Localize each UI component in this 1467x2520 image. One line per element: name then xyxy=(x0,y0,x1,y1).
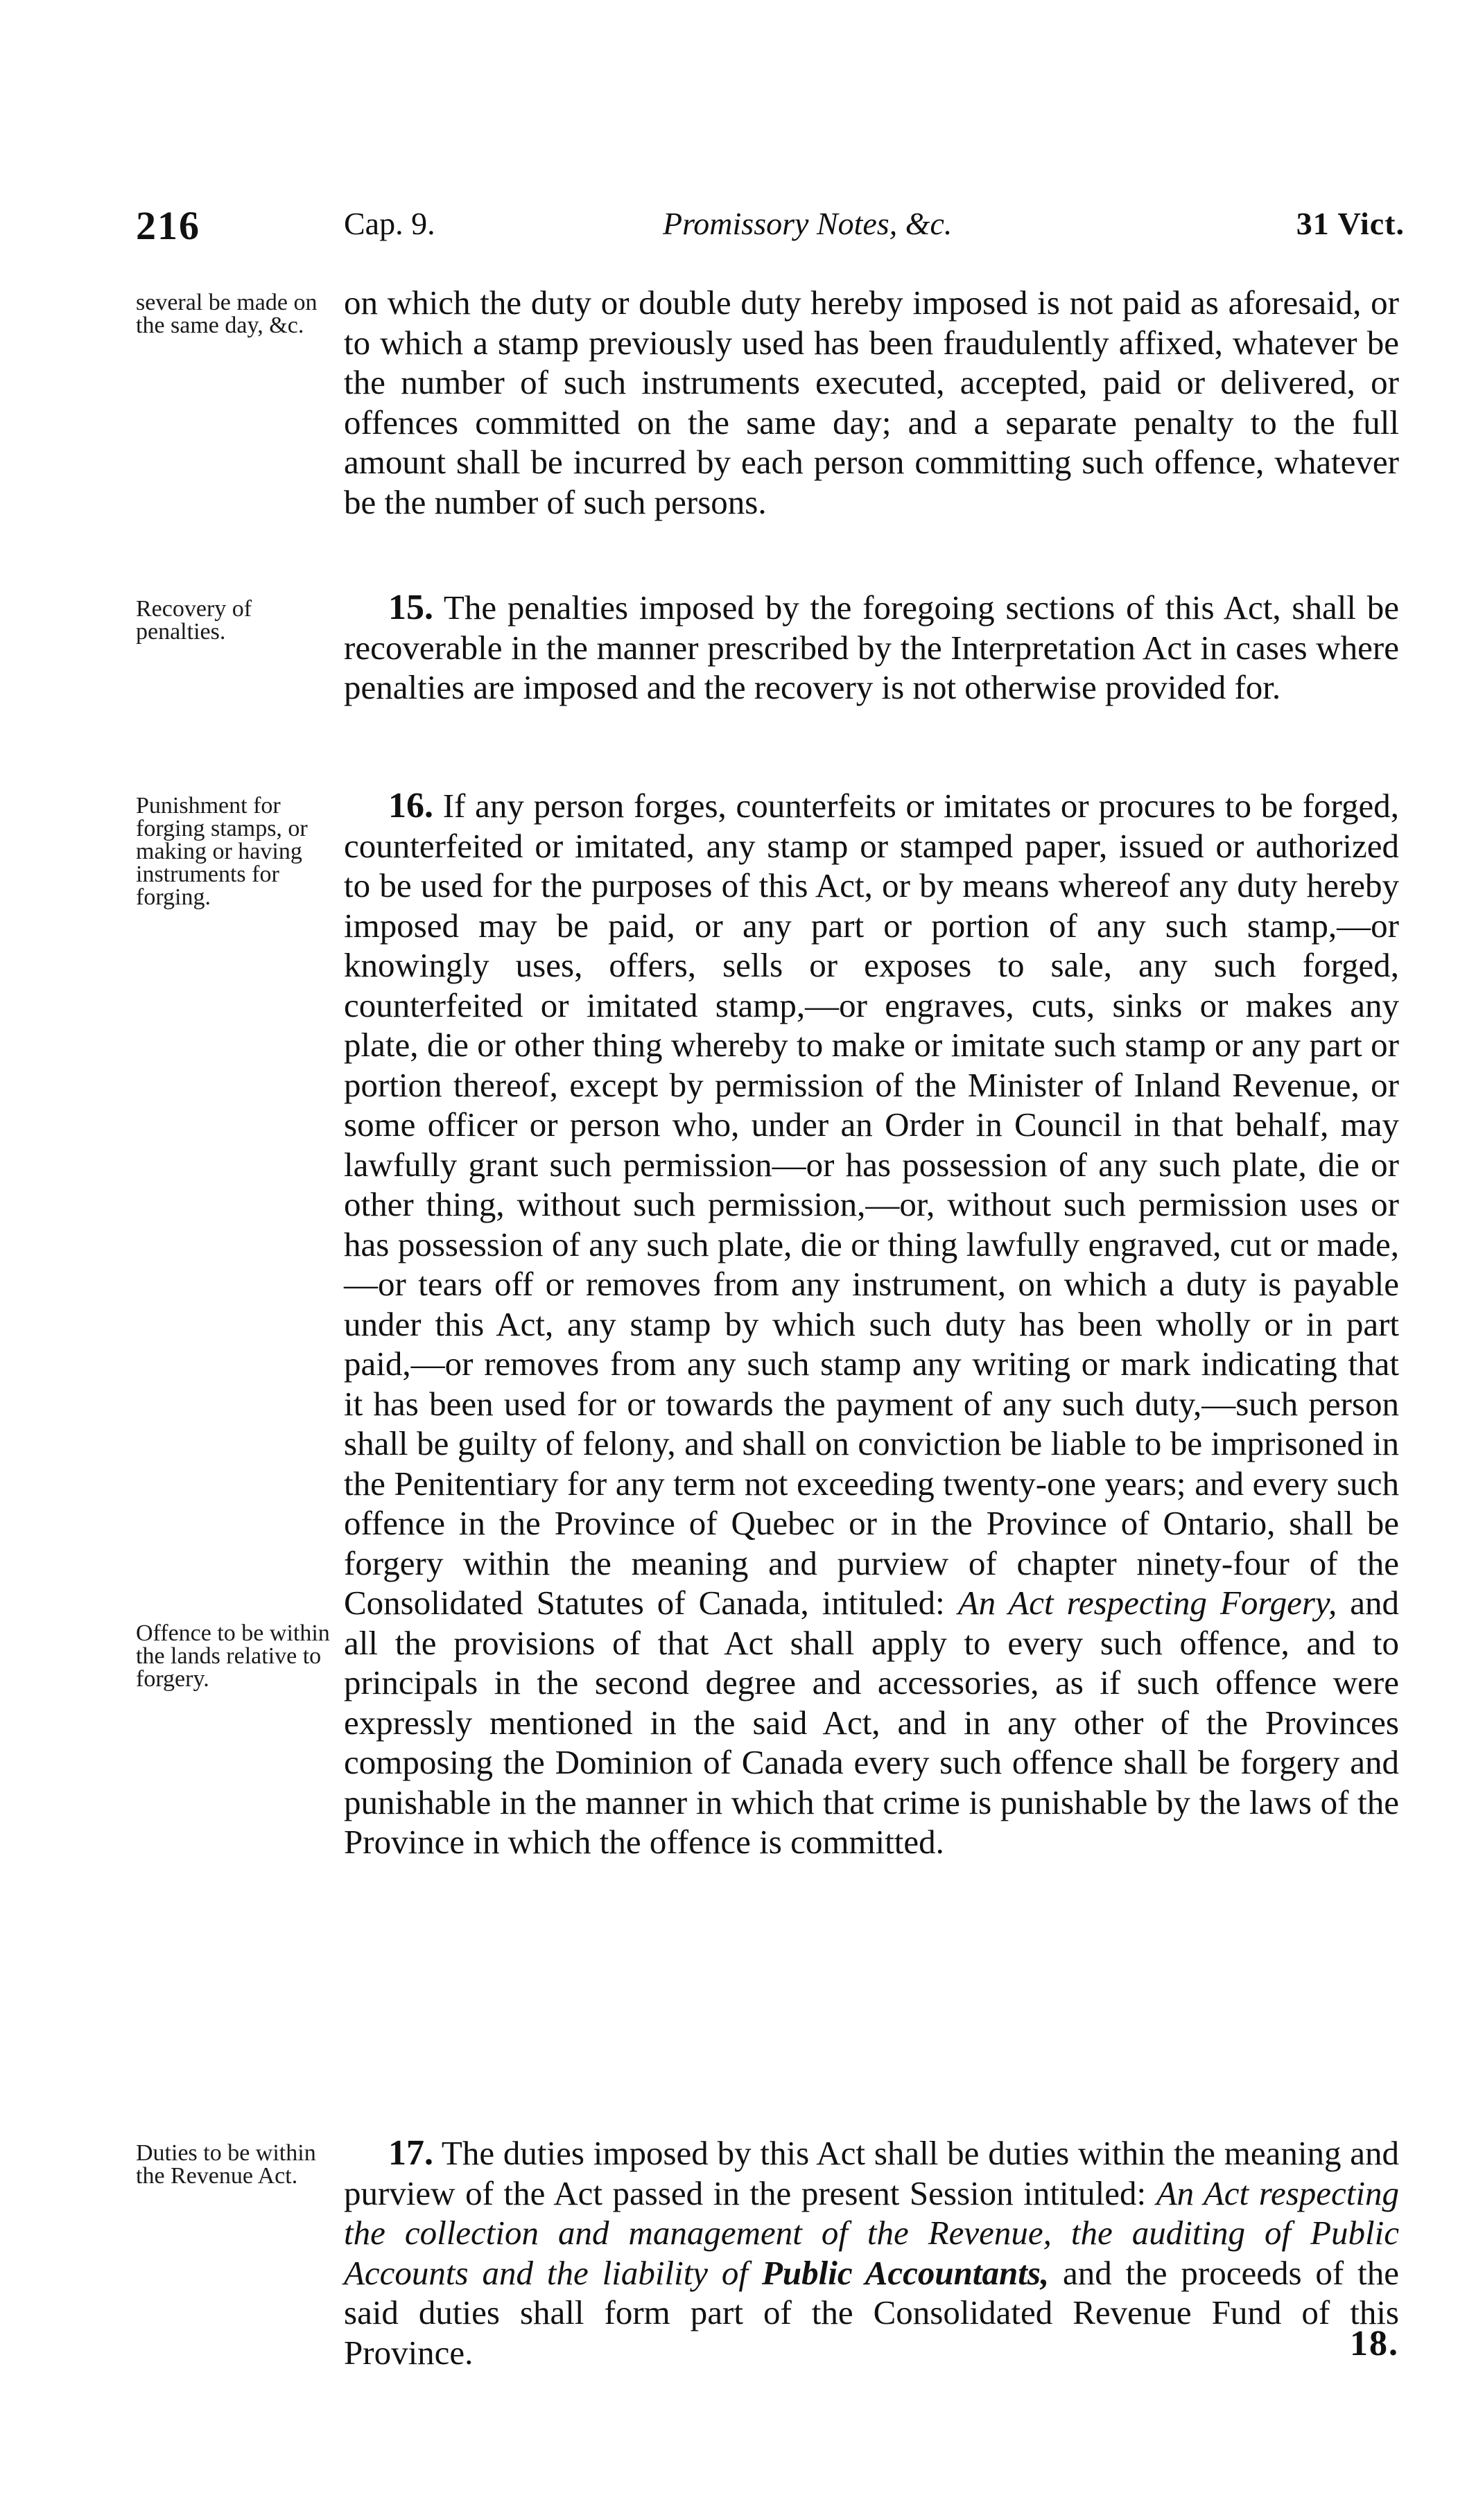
margin-note-punishment: Punishment for forging stamps, or making or having instruments for forging. xyxy=(136,793,308,910)
section-16-paragraph xyxy=(344,786,1399,1862)
page-number: 216 xyxy=(136,203,200,248)
section-17-text-b: and the proceeds of the said duties shall form part of the Consolidated Revenue Fund of this Province. xyxy=(344,2253,1399,2372)
act-title-revenue: An Act respecting the collection and management of the Revenue, the auditing of Public Accounts and the liability of xyxy=(344,2173,1399,2292)
act-title-accountants: Public Accountants, xyxy=(761,2253,1050,2292)
paragraph-continuation xyxy=(344,283,1399,522)
section-15-text: The penalties imposed by the foregoing sections of this Act, shall be recoverable in the manner prescribed by the Interpretation Act in cases where penalties are imposed and the recovery is not otherwise provided for. xyxy=(344,588,1399,706)
act-title-forgery: An Act respecting Forgery, xyxy=(957,1584,1337,1622)
section-17-paragraph xyxy=(344,2133,1399,2372)
margin-note-several: several be made on the same day, &c. xyxy=(136,290,318,338)
section-16-text-a: If any person forges, counterfeits or imitates or procures to be forged, counterfeited or imitated, any stamp or stamped paper, issued or authorized to be used for the purposes of this Act, or by means whereof any duty hereby imposed may be paid, or any part or portion of any such stamp,—or knowingly uses, offers, sells or exposes to sale, any such forged, counterfeited or imitated stamp,—or engraves, cuts, sinks or makes any plate, die or other thing whereby to make or imitate such stamp or any part or portion thereof, except by permission of the Minister of Inland Revenue, or some officer or person who, under an Order in Council in that behalf, may lawfully grant such permission—or has possession of any such plate, die or other thing, without such permission,—or, without such permission uses or has possession of any such plate, die or thing lawfully engraved, cut or made,—or tears off or removes from any instrument, on which a duty is payable under this Act, any stamp by which such duty has been wholly or in part paid,—or removes from any such stamp any writing or mark indicating that it has been used for or towards the payment of any such duty,—such person shall be guilty of felony, and shall on conviction be liable to be imprisoned in the Penitentiary for any term not exceeding twenty-one years; and every such offence in the Province of Quebec or in the Province of Ontario, shall be forgery within the meaning and purview of chapter ninety-four of the Consolidated Statutes of Canada, intituled: xyxy=(344,787,1399,1622)
section-number: 15. xyxy=(388,588,433,627)
section-17-text-a: The duties imposed by this Act shall be duties within the meaning and purview of the Act passed in the present Session intituled: xyxy=(344,2134,1399,2212)
section-17 xyxy=(344,2133,1399,2372)
margin-note-recovery: Recovery of penalties. xyxy=(136,596,252,645)
section-16 xyxy=(344,786,1399,1862)
catchword: 18. xyxy=(1350,2324,1399,2363)
section-number: 17. xyxy=(388,2133,433,2173)
regnal-year: 31 Vict. xyxy=(1296,206,1405,241)
margin-note-duties: Duties to be within the Revenue Act. xyxy=(136,2140,316,2189)
running-title: Promissory Notes, &c. xyxy=(663,206,953,241)
section-16-text-b: and all the provisions of that Act shall apply to every such offence, and to principals in the second degree and accessories, as if such offence were expressly mentioned in the said Act, and in any other of the Provinces composing the Dominion of Canada every such offence shall be forgery and punishable in the manner in which that crime is punishable by the laws of the Province in which the offence is committed. xyxy=(344,1584,1399,1861)
margin-note-offence: Offence to be within the lands relative to forgery. xyxy=(136,1620,330,1692)
paragraph-text: on which the duty or double duty hereby imposed is not paid as aforesaid, or to which a stamp previously used has been fraudulently affixed, whatever be the number of such instruments executed, accepted, paid or delivered, or offences committed on the same day; and a separate penalty to the full amount shall be incurred by each person committing such offence, whatever be the number of such persons. xyxy=(344,283,1399,521)
section-15 xyxy=(344,588,1399,708)
section-number: 16. xyxy=(388,786,433,825)
section-15-paragraph xyxy=(344,588,1399,708)
running-header xyxy=(136,202,1405,251)
chapter-label: Cap. 9. xyxy=(344,206,435,241)
